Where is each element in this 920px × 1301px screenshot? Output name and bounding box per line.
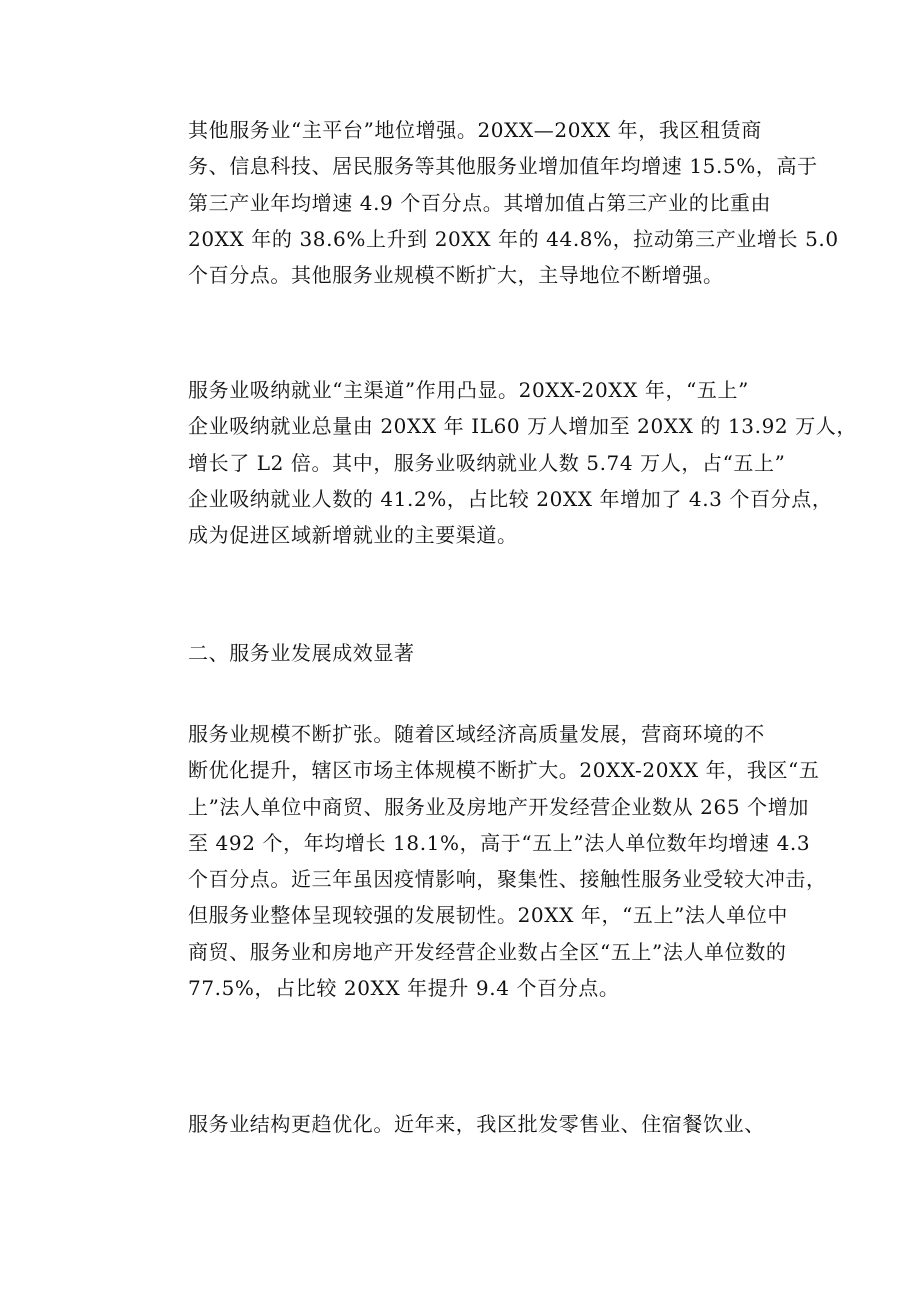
section-heading: 二、服务业发展成效显著 <box>188 641 415 665</box>
paragraph-structure-optimization <box>142 1106 792 1142</box>
text-line: 服务业吸纳就业“主渠道”作用凸显。20XX-20XX 年，“五上” <box>188 378 749 402</box>
text-line: 务、信息科技、居民服务等其他服务业增加值年均增速 15.5%，高于 <box>188 154 818 179</box>
text-line: 断优化提升，辖区市场主体规模不断扩大。20XX-20XX 年，我区“五 <box>188 758 820 783</box>
text-line: 企业吸纳就业人数的 41.2%，占比较 20XX 年增加了 4.3 个百分点， <box>188 486 833 511</box>
text-line: 个百分点。其他服务业规模不断扩大，主导地位不断增强。 <box>188 263 724 288</box>
text-line: 服务业结构更趋优化。近年来，我区批发零售业、住宿餐饮业、 <box>188 1112 765 1136</box>
text-line: 服务业规模不断扩张。随着区域经济高质量发展，营商环境的不 <box>188 722 765 746</box>
text-line: 成为促进区域新增就业的主要渠道。 <box>188 523 518 548</box>
text-line: 上”法人单位中商贸、服务业及房地产开发经营企业数从 265 个增加 <box>188 794 809 819</box>
text-line: 商贸、服务业和房地产开发经营企业数占全区“五上”法人单位数的 <box>188 939 787 964</box>
text-line: 77.5%，占比较 20XX 年提升 9.4 个百分点。 <box>188 976 620 1001</box>
text-line: 其他服务业“主平台”地位增强。20XX—20XX 年，我区租赁商 <box>188 118 762 142</box>
paragraph-scale-expansion <box>142 716 827 1006</box>
text-line: 20XX 年的 38.6%上升到 20XX 年的 44.8%，拉动第三产业增长 5.0 <box>188 226 839 251</box>
text-line: 企业吸纳就业总量由 20XX 年 IL60 万人增加至 20XX 的 13.92 万人， <box>188 414 857 439</box>
paragraph-other-services <box>142 112 839 293</box>
text-line: 第三产业年均增速 4.9 个百分点。其增加值占第三产业的比重由 <box>188 190 772 215</box>
text-line: 但服务业整体呈现较强的发展韧性。20XX 年，“五上”法人单位中 <box>188 903 788 928</box>
text-line: 至 492 个，年均增长 18.1%，高于“五上”法人单位数年均增速 4.3 <box>188 830 811 855</box>
text-line: 增长了 L2 倍。其中，服务业吸纳就业人数 5.74 万人，占“五上” <box>188 450 786 475</box>
paragraph-employment <box>142 372 857 553</box>
text-line: 个百分点。近三年虽因疫情影响，聚集性、接触性服务业受较大冲击， <box>188 867 827 892</box>
